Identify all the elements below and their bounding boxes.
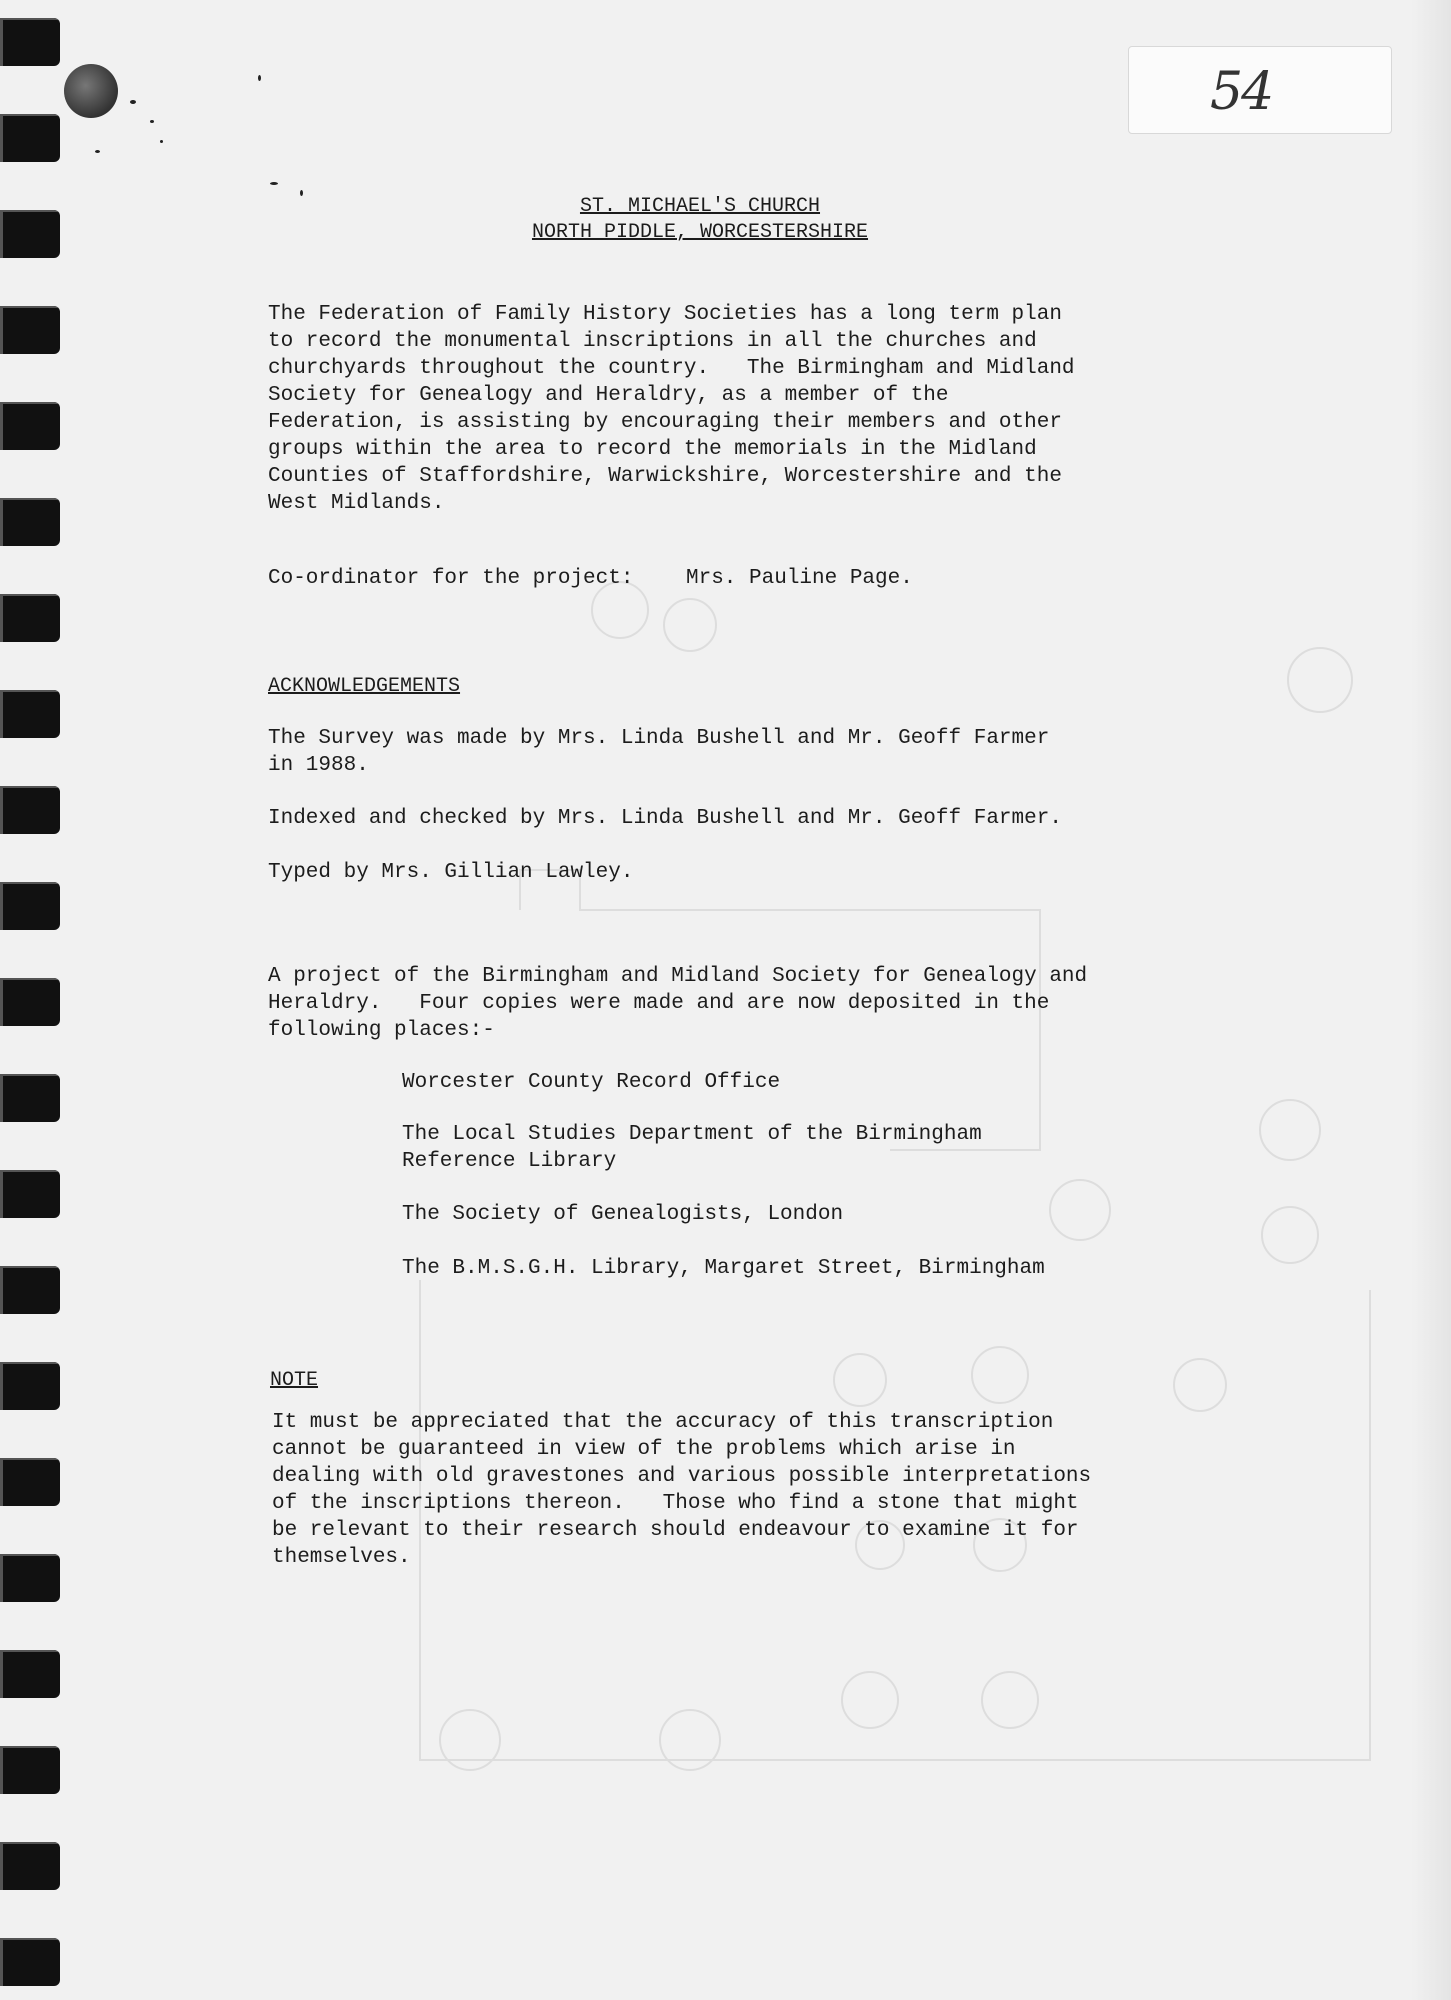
intro-line: West Midlands.: [268, 492, 445, 515]
note-line: be relevant to their research should endeavour to examine it for: [272, 1519, 1079, 1542]
note-heading: NOTE: [270, 1369, 319, 1392]
typed-line: Typed by Mrs. Gillian Lawley.: [268, 861, 634, 884]
binding-ring: [0, 978, 60, 1026]
binding-ring: [0, 306, 60, 354]
title-line-1: ST. MICHAEL'S CHURCH: [579, 195, 821, 218]
intro-line: Society for Genealogy and Heraldry, as a member of the: [268, 384, 949, 407]
intro-line: to record the monumental inscriptions in all the churches and: [268, 330, 1037, 353]
ink-speck: [270, 182, 278, 185]
deposit-place: The B.M.S.G.H. Library, Margaret Street, Birmingham: [402, 1257, 1045, 1280]
ink-speck: [130, 100, 136, 104]
binding-ring: [0, 690, 60, 738]
binding-ring: [0, 882, 60, 930]
note-line: themselves.: [272, 1546, 411, 1569]
binding-ring: [0, 498, 60, 546]
intro-line: groups within the area to record the memorials in the Midland: [268, 438, 1037, 461]
binding-ring: [0, 1938, 60, 1986]
binding-ring: [0, 18, 60, 66]
deposit-place: The Society of Genealogists, London: [402, 1203, 844, 1226]
coordinator-name: Mrs. Pauline Page.: [686, 567, 913, 590]
coordinator-label: Co-ordinator for the project:: [268, 567, 634, 590]
page-number: 54: [1210, 62, 1273, 122]
binding-ring: [0, 402, 60, 450]
punch-hole: [64, 64, 118, 118]
ink-speck: [95, 150, 100, 153]
indexed-line: Indexed and checked by Mrs. Linda Bushell and Mr. Geoff Farmer.: [268, 807, 1062, 830]
ink-speck: [300, 190, 303, 196]
survey-line: The Survey was made by Mrs. Linda Bushell and Mr. Geoff Farmer: [268, 727, 1050, 750]
ink-speck: [258, 75, 261, 81]
intro-line: Counties of Staffordshire, Warwickshire, Worcestershire and the: [268, 465, 1062, 488]
binding-ring: [0, 1746, 60, 1794]
binding-ring: [0, 594, 60, 642]
project-line: Heraldry. Four copies were made and are now deposited in the: [268, 992, 1050, 1015]
spiral-binding: [0, 0, 70, 2000]
note-line: dealing with old gravestones and various possible interpretations: [272, 1465, 1092, 1488]
note-line: It must be appreciated that the accuracy of this transcription: [272, 1411, 1054, 1434]
deposit-place: Reference Library: [402, 1150, 617, 1173]
title-line-2: NORTH PIDDLE, WORCESTERSHIRE: [531, 221, 869, 244]
binding-ring: [0, 114, 60, 162]
survey-line: in 1988.: [268, 754, 369, 777]
binding-ring: [0, 1458, 60, 1506]
binding-ring: [0, 786, 60, 834]
project-line: following places:-: [268, 1019, 495, 1042]
acknowledgements-heading: ACKNOWLEDGEMENTS: [268, 675, 461, 698]
ink-speck: [160, 140, 163, 143]
binding-ring: [0, 1842, 60, 1890]
binding-ring: [0, 1266, 60, 1314]
deposit-place: The Local Studies Department of the Birmingham: [402, 1123, 982, 1146]
ink-speck: [150, 120, 154, 123]
intro-line: churchyards throughout the country. The Birmingham and Midland: [268, 357, 1075, 380]
binding-ring: [0, 1362, 60, 1410]
intro-line: The Federation of Family History Societies has a long term plan: [268, 303, 1062, 326]
binding-ring: [0, 1554, 60, 1602]
deposit-place: Worcester County Record Office: [402, 1071, 781, 1094]
intro-line: Federation, is assisting by encouraging their members and other: [268, 411, 1062, 434]
binding-ring: [0, 1170, 60, 1218]
binding-ring: [0, 1074, 60, 1122]
project-line: A project of the Birmingham and Midland Society for Genealogy and: [268, 965, 1088, 988]
binding-ring: [0, 210, 60, 258]
binding-ring: [0, 1650, 60, 1698]
note-line: cannot be guaranteed in view of the problems which arise in: [272, 1438, 1016, 1461]
note-line: of the inscriptions thereon. Those who find a stone that might: [272, 1492, 1079, 1515]
